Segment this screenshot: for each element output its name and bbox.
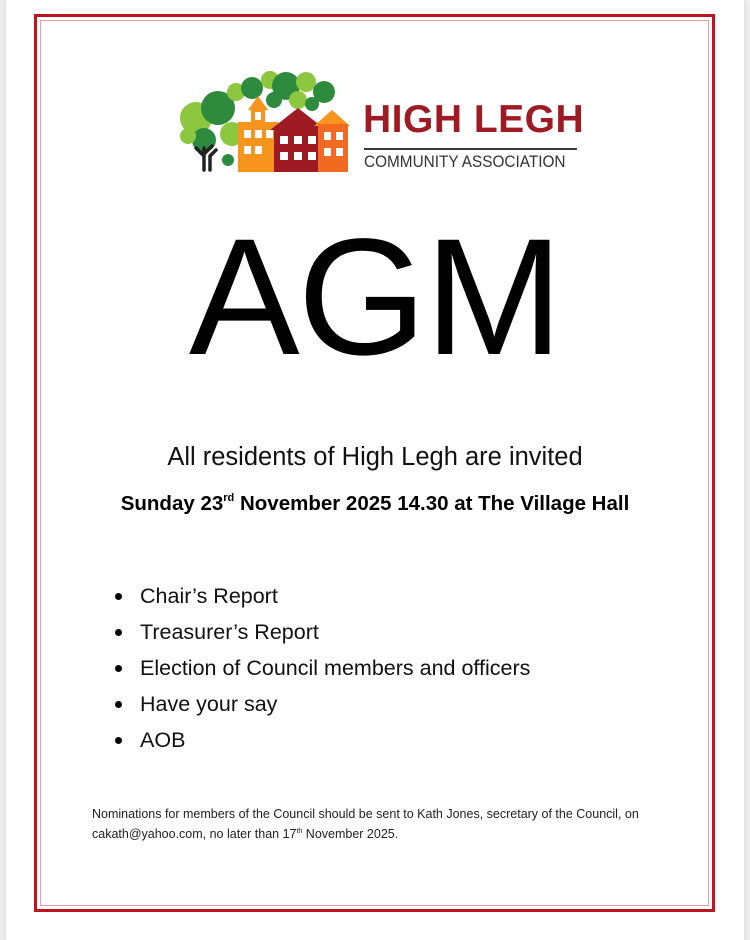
agenda-item-label: AOB — [140, 728, 186, 752]
invite-text: All residents of High Legh are invited — [167, 443, 583, 471]
bullet-icon — [115, 701, 122, 708]
event-rest: November 2025 14.30 at The Village Hall — [234, 492, 630, 515]
note-text: Nominations for members of the Council should be sent to Kath Jones, secretary of the Council, on cakath@yahoo.com, no later than 17 — [92, 807, 639, 841]
note-date-suffix: th — [296, 828, 303, 835]
poster-page — [6, 0, 744, 940]
agm-heading: AGM — [188, 205, 562, 390]
bullet-icon — [115, 737, 122, 744]
list-item — [110, 650, 530, 686]
nominations-note — [92, 804, 662, 844]
agenda-item-label: Election of Council members and officers — [140, 656, 531, 680]
village-trees-houses-icon — [174, 70, 354, 176]
event-date-time-location — [6, 492, 744, 516]
agenda-item-label: Treasurer’s Report — [140, 620, 319, 644]
logo-divider — [364, 148, 577, 150]
bullet-icon — [115, 593, 122, 600]
community-association-logo — [174, 70, 584, 180]
agenda-list — [110, 578, 530, 758]
logo-subtitle: COMMUNITY ASSOCIATION — [364, 153, 566, 171]
logo-title: HIGH LEGH — [363, 98, 585, 141]
note-text-end: November 2025. — [302, 827, 399, 841]
agenda-item-label: Have your say — [140, 692, 278, 716]
list-item — [110, 614, 530, 650]
bullet-icon — [115, 629, 122, 636]
list-item — [110, 578, 530, 614]
agenda-item-label: Chair’s Report — [140, 584, 278, 608]
event-day-suffix: rd — [223, 492, 235, 504]
bullet-icon — [115, 665, 122, 672]
list-item — [110, 722, 530, 758]
list-item — [110, 686, 530, 722]
event-day: Sunday 23 — [120, 492, 224, 515]
